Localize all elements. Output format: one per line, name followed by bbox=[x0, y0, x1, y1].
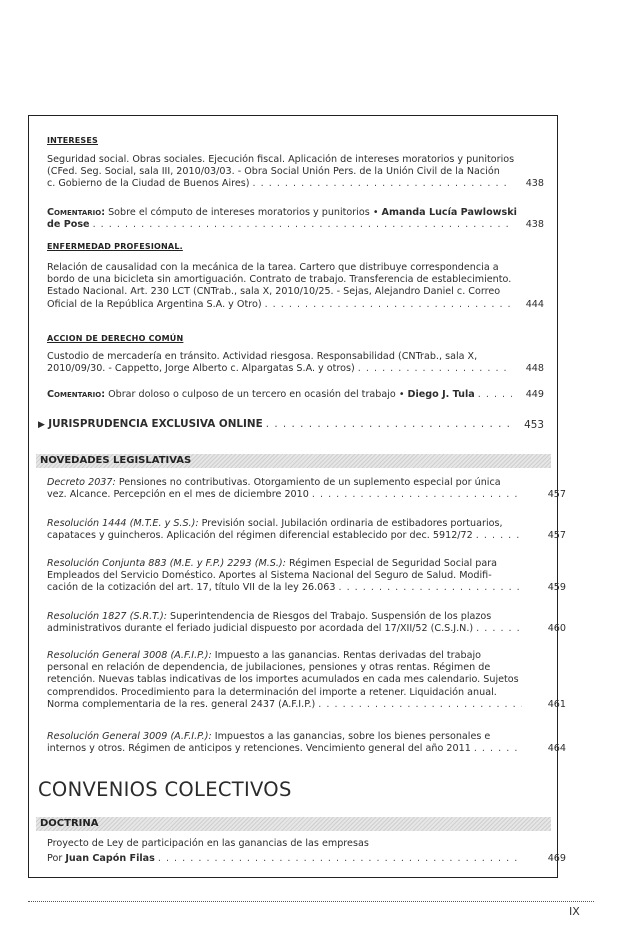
legislation-entry[interactable] bbox=[47, 477, 566, 501]
entry-line: Proyecto de Ley de participación en las ganancias de las empresas bbox=[47, 838, 369, 849]
comment-author: Amanda Lucía Pawlowski bbox=[381, 207, 517, 218]
comment-author-cont: de Pose bbox=[47, 219, 90, 231]
entry-line: Impuesto a las ganancias. Rentas derivadas del trabajo bbox=[214, 650, 481, 661]
page-number: 469 bbox=[547, 853, 566, 865]
dot-leader bbox=[474, 743, 522, 755]
page-number: 444 bbox=[525, 298, 544, 310]
entry-line: c. Gobierno de la Ciudad de Buenos Aires) bbox=[47, 178, 250, 190]
entry-line: Relación de causalidad con la mecánica de la tarea. Cartero que distribuye correspondencia a bbox=[47, 262, 499, 273]
online-entry[interactable] bbox=[38, 418, 544, 431]
entry-line: (CFed. Seg. Social, sala III, 2010/03/03. - Obra Social Unión Pers. de la Unión Civil de la Nación bbox=[47, 166, 500, 178]
index-entry[interactable] bbox=[47, 154, 544, 191]
entry-line: 2010/09/30. - Cappetto, Jorge Alberto c. Alpargatas S.A. y otros) bbox=[47, 363, 355, 375]
legislation-entry[interactable] bbox=[47, 731, 566, 755]
legislation-ref: Resolución 1827 (S.R.T.): bbox=[47, 611, 167, 622]
page-number: 438 bbox=[525, 178, 544, 190]
section-heading-enfermedad: ENFERMEDAD PROFESIONAL. bbox=[47, 242, 183, 251]
page-number: 448 bbox=[525, 363, 544, 375]
comment-label: Comentario: bbox=[47, 389, 106, 400]
entry-line: Régimen Especial de Seguridad Social para bbox=[288, 558, 498, 569]
page-number: 453 bbox=[524, 419, 544, 431]
footer-page-number: IX bbox=[569, 905, 580, 918]
legislation-entry[interactable] bbox=[47, 650, 566, 711]
comment-label: Comentario: bbox=[47, 207, 106, 218]
legislation-ref: Resolución Conjunta 883 (M.E. y F.P.) 2293 (M.S.): bbox=[47, 558, 286, 569]
section-band-novedades: NOVEDADES LEGISLATIVAS bbox=[36, 454, 551, 468]
index-entry[interactable] bbox=[47, 351, 544, 375]
legislation-ref: Resolución 1444 (M.T.E. y S.S.): bbox=[47, 518, 199, 529]
legislation-entry[interactable] bbox=[47, 558, 566, 595]
entry-line: administrativos durante el feriado judicial dispuesto por acordada del 17/XII/52 (C.S.J.N.) bbox=[47, 623, 474, 635]
dot-leader bbox=[318, 699, 522, 711]
entry-line: capataces y guincheros. Aplicación del régimen diferencial establecido por dec. 5912/72 bbox=[47, 530, 473, 542]
entry-line: Pensiones no contributivas. Otorgamiento de un suplemento especial por única bbox=[118, 477, 501, 488]
dot-leader bbox=[158, 853, 522, 865]
dot-leader bbox=[266, 418, 512, 430]
entry-line: Empleados del Servicio Doméstico. Aportes al Sistema Nacional del Seguro de Salud. Modifi- bbox=[47, 570, 492, 582]
dot-leader bbox=[476, 530, 522, 542]
entry-line: cación de la cotización del art. 17, título VII de la ley 26.063 bbox=[47, 582, 336, 594]
page-number: 459 bbox=[547, 582, 566, 594]
entry-line: Impuestos a las ganancias, sobre los bienes personales e bbox=[214, 731, 491, 742]
dot-leader bbox=[253, 178, 512, 190]
entry-line: Estado Nacional. Art. 230 LCT (CNTrab., sala X, 2010/10/25. - Sejas, Alejandro Daniel c. Correo bbox=[47, 286, 501, 298]
page-number: 461 bbox=[547, 698, 566, 710]
entry-line: comprendidos. Procedimiento para la determinación del importe a retener. Liquidación anual. bbox=[47, 686, 497, 698]
legislation-entry[interactable] bbox=[47, 611, 566, 635]
footer-dotted-rule bbox=[28, 901, 594, 902]
por-label: Por bbox=[47, 853, 63, 865]
dot-leader bbox=[358, 363, 512, 375]
dot-leader bbox=[93, 219, 512, 231]
entry-line: internos y otros. Régimen de anticipos y retenciones. Vencimiento general del año 2011 bbox=[47, 743, 471, 755]
legislation-entry[interactable] bbox=[47, 518, 566, 542]
section-heading-intereses: INTERESES bbox=[47, 136, 99, 145]
page-number: 449 bbox=[525, 389, 544, 400]
entry-line: Norma complementaria de la res. general 2437 (A.F.I.P.) bbox=[47, 698, 316, 710]
doctrine-entry[interactable] bbox=[47, 838, 566, 865]
section-heading-accion: ACCION DE DERECHO COMÚN bbox=[47, 334, 184, 343]
entry-line: Previsión social. Jubilación ordinaria de estibadores portuarios, bbox=[201, 518, 503, 529]
comment-entry[interactable] bbox=[47, 207, 544, 231]
comment-author: Diego J. Tula bbox=[407, 389, 475, 400]
entry-line: personal en relación de dependencia, de jubilaciones, pensiones y otras rentas. Régimen de bbox=[47, 662, 491, 674]
entry-line: Custodio de mercadería en tránsito. Actividad riesgosa. Responsabilidad (CNTrab., sala X, bbox=[47, 351, 478, 362]
comment-entry[interactable] bbox=[47, 389, 544, 401]
legislation-ref: Resolución General 3008 (A.F.I.P.): bbox=[47, 650, 212, 661]
online-label: JURISPRUDENCIA EXCLUSIVA ONLINE bbox=[48, 418, 263, 430]
doctrine-author: Juan Capón Filas bbox=[65, 853, 155, 865]
entry-line: bordo de una bicicleta sin amortiguación. Contrato de trabajo. Transferencia de establecimiento. bbox=[47, 274, 512, 286]
entry-line: Seguridad social. Obras sociales. Ejecución fiscal. Aplicación de intereses moratorios y punitorios bbox=[47, 154, 515, 165]
triangle-right-icon: ▶ bbox=[38, 420, 45, 430]
section-band-doctrina: DOCTRINA bbox=[36, 817, 551, 831]
page-number: 457 bbox=[547, 530, 566, 542]
entry-line: Superintendencia de Riesgos del Trabajo. Suspensión de los plazos bbox=[170, 611, 492, 622]
comment-text: Obrar doloso o culposo de un tercero en ocasión del trabajo • bbox=[108, 389, 405, 400]
legislation-ref: Resolución General 3009 (A.F.I.P.): bbox=[47, 731, 212, 742]
dot-leader bbox=[478, 389, 512, 401]
comment-text: Sobre el cómputo de intereses moratorios y punitorios • bbox=[108, 207, 379, 218]
index-entry[interactable] bbox=[47, 262, 544, 311]
legislation-ref: Decreto 2037: bbox=[47, 477, 116, 488]
entry-line: Oficial de la República Argentina S.A. y Otro) bbox=[47, 298, 262, 310]
dot-leader bbox=[476, 623, 522, 635]
dot-leader bbox=[312, 489, 522, 501]
part-title: CONVENIOS COLECTIVOS bbox=[38, 778, 292, 801]
page-number: 460 bbox=[547, 623, 566, 635]
page-number: 457 bbox=[547, 489, 566, 501]
dot-leader bbox=[338, 582, 522, 594]
entry-line: retención. Nuevas tablas indicativas de los importes acumulados en cada mes calendario. Sujetos bbox=[47, 674, 519, 686]
entry-line: vez. Alcance. Percepción en el mes de diciembre 2010 bbox=[47, 489, 309, 501]
page-number: 438 bbox=[525, 219, 544, 231]
dot-leader bbox=[265, 299, 512, 311]
page-number: 464 bbox=[547, 743, 566, 755]
